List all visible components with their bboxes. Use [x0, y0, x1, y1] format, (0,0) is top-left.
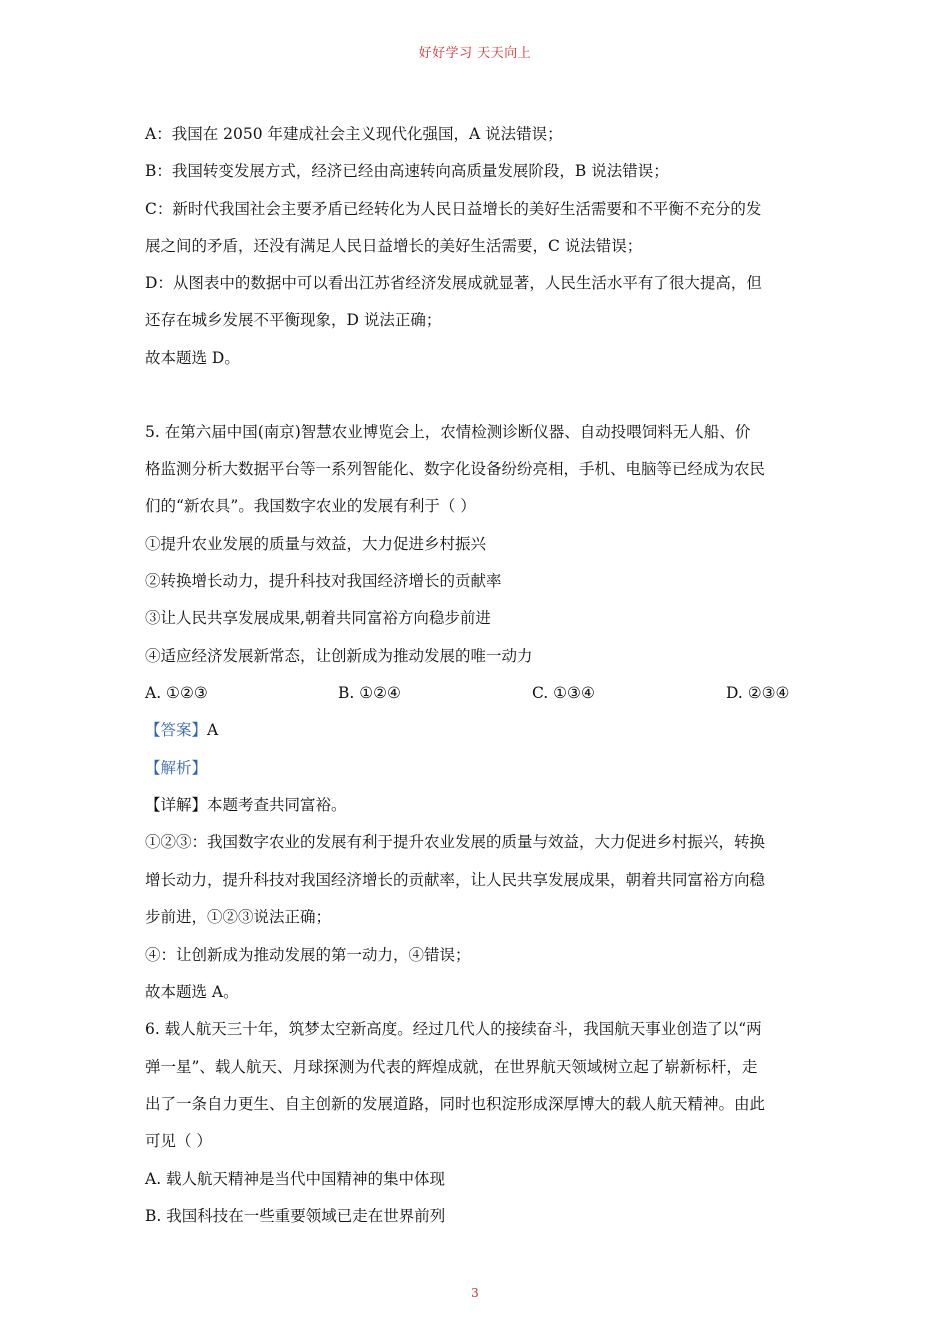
- page-header: 好好学习 天天向上: [418, 46, 532, 61]
- q5-statement-2: ②转换增长动力，提升科技对我国经济增长的贡献率: [145, 572, 502, 590]
- analysis-line-c2: 展之间的矛盾，还没有满足人民日益增长的美好生活需要，C 说法错误；: [145, 237, 643, 255]
- q6-stem-line4: 可见（ ）: [145, 1132, 212, 1150]
- q5-explain-line2: 增长动力，提升科技对我国经济增长的贡献率，让人民共享发展成果，朝着共同富裕方向稳: [145, 871, 766, 889]
- q5-option-c: C. ①③④: [532, 684, 595, 702]
- q6-stem-line1: 6. 载人航天三十年，筑梦太空新高度。经过几代人的接续奋斗，我国航天事业创造了以“两: [145, 1020, 762, 1038]
- q5-explain-line3: 步前进，①②③说法正确；: [145, 908, 332, 926]
- answer-value: A: [207, 721, 219, 739]
- q5-stem-line1: 5. 在第六届中国(南京)智慧农业博览会上，农情检测诊断仪器、自动投喂饲料无人船、价: [145, 423, 751, 441]
- q5-statement-4: ④适应经济发展新常态，让创新成为推动发展的唯一动力: [145, 647, 533, 665]
- analysis-conclusion: 故本题选 D。: [145, 349, 240, 367]
- q5-statement-3: ③让人民共享发展成果,朝着共同富裕方向稳步前进: [145, 609, 491, 627]
- answer-tag: 【答案】: [145, 721, 208, 739]
- q5-analysis-tag: 【解析】: [145, 759, 208, 777]
- analysis-line-a: A：我国在 2050 年建成社会主义现代化强国，A 说法错误；: [145, 125, 563, 143]
- analysis-line-d2: 还存在城乡发展不平衡现象，D 说法正确；: [145, 311, 442, 329]
- q5-option-b: B. ①②④: [338, 684, 401, 702]
- q5-answer: [145, 719, 815, 741]
- analysis-line-b: B：我国转变发展方式，经济已经由高速转向高质量发展阶段，B 说法错误；: [145, 162, 669, 180]
- q5-option-d: D. ②③④: [726, 684, 790, 702]
- page-number: 3: [471, 1286, 479, 1300]
- q6-option-b: B. 我国科技在一些重要领域已走在世界前列: [145, 1207, 446, 1225]
- q5-explain-line1: ①②③：我国数字农业的发展有利于提升农业发展的质量与效益，大力促进乡村振兴，转换: [145, 833, 766, 851]
- q5-stem-line2: 格监测分析大数据平台等一系列智能化、数字化设备纷纷亮相，手机、电脑等已经成为农民: [145, 460, 766, 478]
- analysis-line-c1: C：新时代我国社会主要矛盾已经转化为人民日益增长的美好生活需要和不平衡不充分的发: [145, 200, 762, 218]
- q5-explain-line4: ④：让创新成为推动发展的第一动力，④错误；: [145, 946, 471, 964]
- q5-option-a: A. ①②③: [145, 684, 208, 702]
- q6-option-a: A. 载人航天精神是当代中国精神的集中体现: [145, 1170, 446, 1188]
- q6-stem-line2: 弹一星”、载人航天、月球探测为代表的辉煌成就，在世界航天领域树立起了崭新标杆，走: [145, 1058, 758, 1076]
- q5-conclusion: 故本题选 A。: [145, 983, 239, 1001]
- q5-detail: 【详解】本题考查共同富裕。: [145, 796, 347, 814]
- q6-stem-line3: 出了一条自力更生、自主创新的发展道路，同时也积淀形成深厚博大的载人航天精神。由此: [145, 1095, 766, 1113]
- q5-statement-1: ①提升农业发展的质量与效益，大力促进乡村振兴: [145, 535, 487, 553]
- q5-stem-line3: 们的“新农具”。我国数字农业的发展有利于（ ）: [145, 497, 476, 515]
- analysis-line-d1: D：从图表中的数据中可以看出江苏省经济发展成就显著，人民生活水平有了很大提高，但: [145, 274, 762, 292]
